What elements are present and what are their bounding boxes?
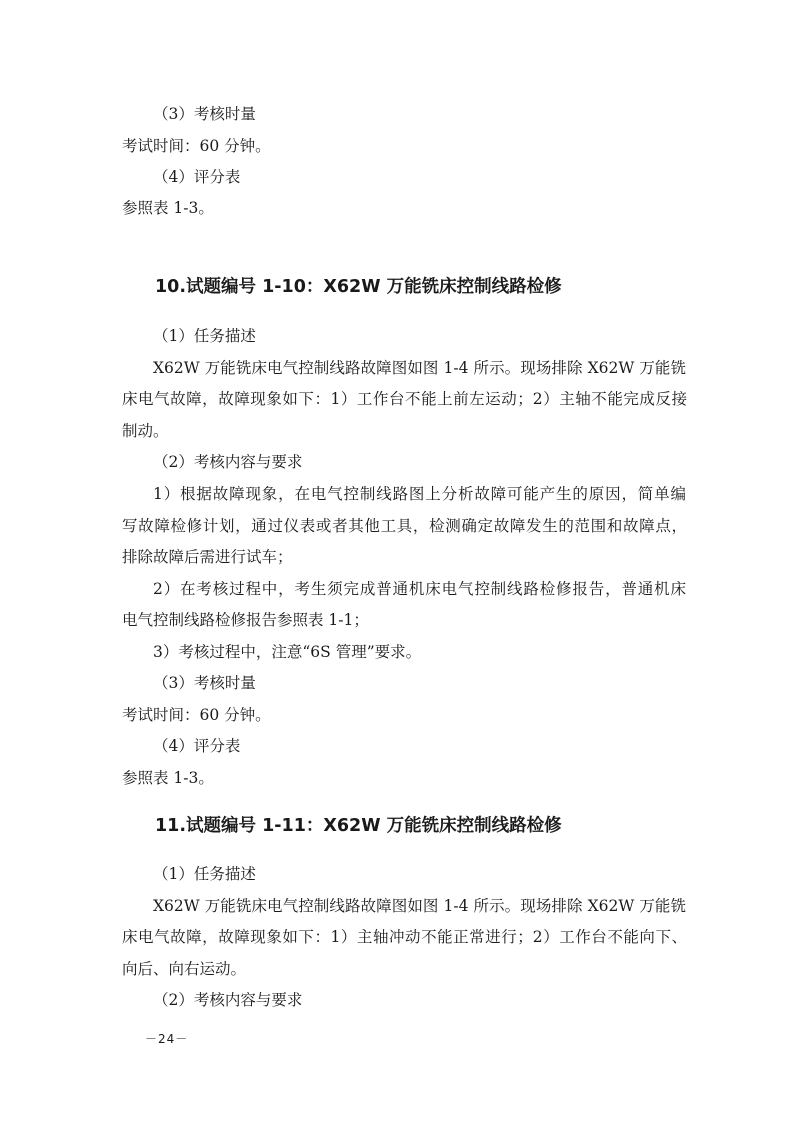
s11-task-line-2: 床电气故障，故障现象如下：1）主轴冲动不能正常进行；2）工作台不能向下、 bbox=[122, 928, 687, 946]
s11-task-label: （1）任务描述 bbox=[153, 865, 256, 883]
s10-task-line-2: 床电气故障，故障现象如下：1）工作台不能上前左运动；2）主轴不能完成反接 bbox=[122, 390, 687, 408]
s10-task-line-1: X62W 万能铣床电气控制线路故障图如图 1-4 所示。现场排除 X62W 万能铣 bbox=[153, 359, 686, 377]
top-exam-time: 考试时间：60 分钟。 bbox=[122, 137, 271, 155]
s10-content-label: （2）考核内容与要求 bbox=[153, 453, 303, 471]
section-10-heading: 10.试题编号 1-10：X62W 万能铣床控制线路检修 bbox=[155, 277, 562, 297]
s10-score-table-ref: 参照表 1-3。 bbox=[122, 769, 214, 787]
s10-assessment-time-label: （3）考核时量 bbox=[153, 674, 256, 692]
section-11-heading: 11.试题编号 1-11：X62W 万能铣床控制线路检修 bbox=[155, 816, 562, 836]
s11-content-label: （2）考核内容与要求 bbox=[153, 991, 303, 1009]
s10-task-label: （1）任务描述 bbox=[153, 327, 256, 345]
s10-req-1-line-2: 写故障检修计划，通过仪表或者其他工具，检测确定故障发生的范围和故障点， bbox=[122, 517, 687, 535]
s10-task-line-3: 制动。 bbox=[122, 422, 169, 440]
s10-req-2-line-2: 电气控制线路检修报告参照表 1-1； bbox=[122, 611, 369, 629]
s11-task-line-3: 向后、向右运动。 bbox=[122, 960, 247, 978]
s10-req-2-line-1: 2）在考核过程中，考生须完成普通机床电气控制线路检修报告，普通机床 bbox=[153, 580, 686, 598]
s10-req-3: 3）考核过程中，注意“6S 管理”要求。 bbox=[153, 643, 422, 661]
s11-task-line-1: X62W 万能铣床电气控制线路故障图如图 1-4 所示。现场排除 X62W 万能铣 bbox=[153, 897, 686, 915]
s10-score-table-label: （4）评分表 bbox=[153, 737, 241, 755]
top-assessment-time-label: （3）考核时量 bbox=[153, 105, 256, 123]
s10-exam-time: 考试时间：60 分钟。 bbox=[122, 706, 271, 724]
s10-req-1-line-3: 排除故障后需进行试车； bbox=[122, 548, 293, 566]
top-score-table-label: （4）评分表 bbox=[153, 168, 241, 186]
s10-req-1-line-1: 1）根据故障现象，在电气控制线路图上分析故障可能产生的原因，简单编 bbox=[153, 485, 686, 503]
top-score-table-ref: 参照表 1-3。 bbox=[122, 199, 214, 217]
page-number: －24－ bbox=[145, 1032, 189, 1046]
